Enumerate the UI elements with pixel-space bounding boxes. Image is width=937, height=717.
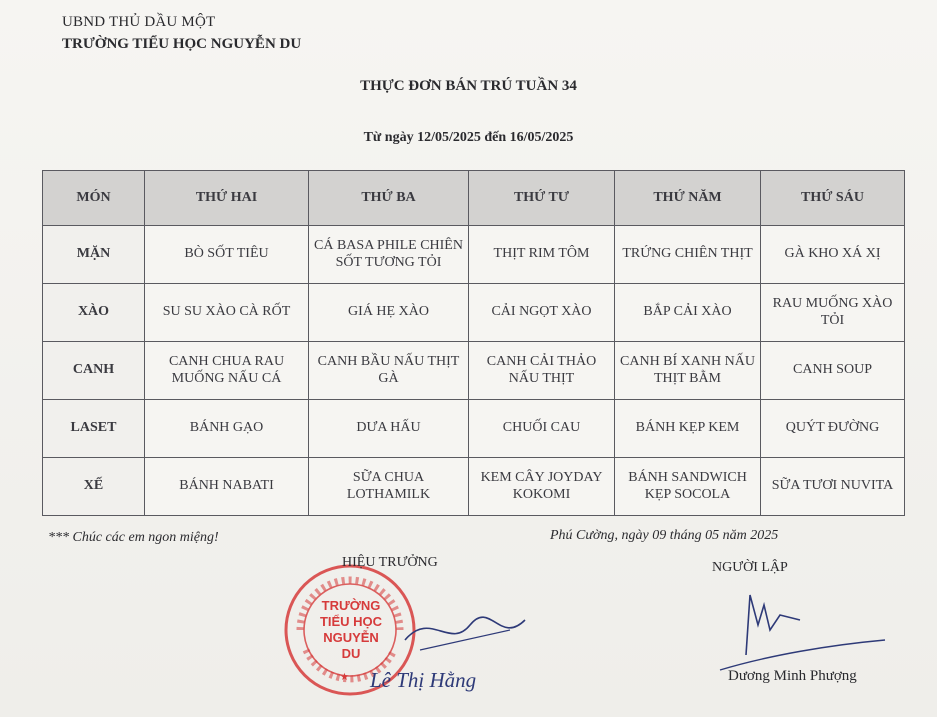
- table-cell: BÁNH GẠO: [145, 400, 309, 458]
- column-header-monday: THỨ HAI: [145, 171, 309, 226]
- school-name: TRƯỜNG TIỂU HỌC NGUYỄN DU: [62, 36, 302, 52]
- table-row: [43, 400, 905, 458]
- table-cell: BÁNH NABATI: [145, 458, 309, 516]
- author-title: NGƯỜI LẬP: [712, 560, 788, 575]
- principal-name: Lê Thị Hằng: [370, 668, 477, 692]
- author-signature: [710, 585, 890, 675]
- table-cell: THỊT RIM TÔM: [469, 226, 615, 284]
- menu-table: [42, 170, 905, 516]
- table-header-row: [43, 171, 905, 226]
- org-name: UBND THỦ DẦU MỘT: [62, 14, 216, 30]
- table-row: [43, 284, 905, 342]
- table-cell: CÁ BASA PHILE CHIÊN SỐT TƯƠNG TỎI: [309, 226, 469, 284]
- column-header-tuesday: THỨ BA: [309, 171, 469, 226]
- page-title: THỰC ĐƠN BÁN TRÚ TUẦN 34: [360, 78, 577, 94]
- table-cell: CANH BÍ XANH NẤU THỊT BẰM: [615, 342, 761, 400]
- stamp-label: TRƯỜNG TIỂU HỌC NGUYỄN DU: [319, 598, 383, 661]
- table-cell: QUÝT ĐƯỜNG: [761, 400, 905, 458]
- column-header-thursday: THỨ NĂM: [615, 171, 761, 226]
- table-cell: DƯA HẤU: [309, 400, 469, 458]
- row-label: XẾ: [43, 458, 145, 516]
- date-range: Từ ngày 12/05/2025 đến 16/05/2025: [363, 130, 574, 145]
- table-cell: CANH SOUP: [761, 342, 905, 400]
- table-cell: BÁNH SANDWICH KẸP SOCOLA: [615, 458, 761, 516]
- table-cell: RAU MUỐNG XÀO TỎI: [761, 284, 905, 342]
- closing-wish: *** Chúc các em ngon miệng!: [48, 530, 219, 545]
- row-label: CANH: [43, 342, 145, 400]
- table-cell: GÀ KHO XÁ XỊ: [761, 226, 905, 284]
- column-header-wednesday: THỨ TƯ: [469, 171, 615, 226]
- table-cell: BÒ SỐT TIÊU: [145, 226, 309, 284]
- table-cell: TRỨNG CHIÊN THỊT: [615, 226, 761, 284]
- column-header-friday: THỨ SÁU: [761, 171, 905, 226]
- table-cell: SỮA CHUA LOTHAMILK: [309, 458, 469, 516]
- table-cell: CHUỐI CAU: [469, 400, 615, 458]
- table-cell: CANH BẦU NẤU THỊT GÀ: [309, 342, 469, 400]
- row-label: XÀO: [43, 284, 145, 342]
- table-cell: CANH CHUA RAU MUỐNG NẤU CÁ: [145, 342, 309, 400]
- author-name: Dương Minh Phượng: [728, 668, 857, 684]
- table-row: [43, 342, 905, 400]
- row-label: LASET: [43, 400, 145, 458]
- place-date: Phú Cường, ngày 09 tháng 05 năm 2025: [550, 528, 779, 543]
- table-cell: BẮP CẢI XÀO: [615, 284, 761, 342]
- principal-signature: [400, 600, 530, 660]
- principal-title: HIỆU TRƯỞNG: [342, 555, 438, 570]
- column-header-dish: MÓN: [43, 171, 145, 226]
- row-label: MẶN: [43, 226, 145, 284]
- table-cell: BÁNH KẸP KEM: [615, 400, 761, 458]
- table-row: [43, 226, 905, 284]
- table-row: [43, 458, 905, 516]
- table-cell: SỮA TƯƠI NUVITA: [761, 458, 905, 516]
- svg-text:★: ★: [340, 672, 349, 683]
- table-cell: SU SU XÀO CÀ RỐT: [145, 284, 309, 342]
- table-cell: KEM CÂY JOYDAY KOKOMI: [469, 458, 615, 516]
- table-cell: GIÁ HẸ XÀO: [309, 284, 469, 342]
- table-cell: CẢI NGỌT XÀO: [469, 284, 615, 342]
- table-cell: CANH CẢI THẢO NẤU THỊT: [469, 342, 615, 400]
